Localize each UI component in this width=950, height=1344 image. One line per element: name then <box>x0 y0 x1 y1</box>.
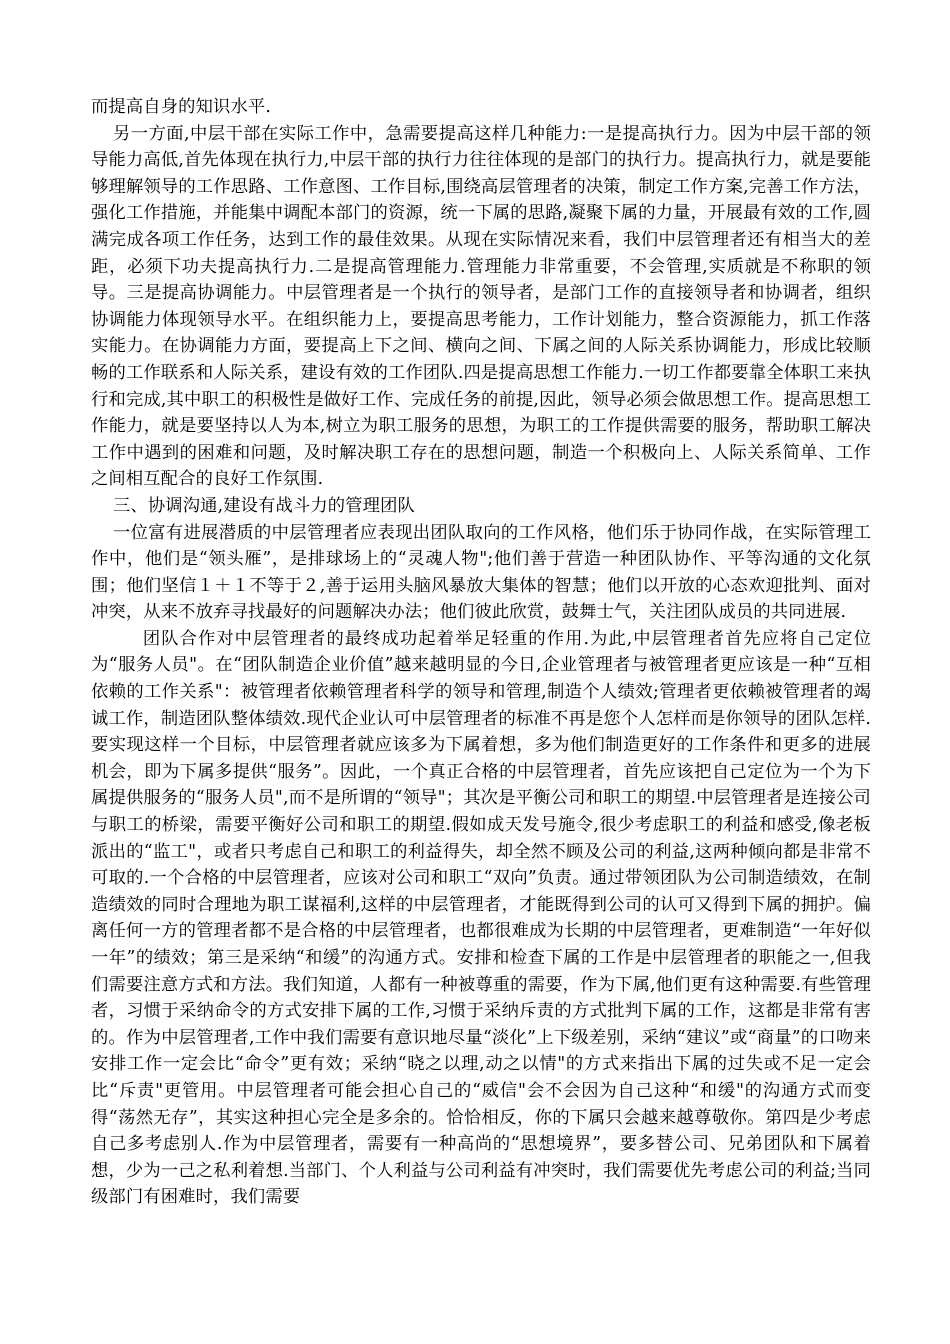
document-page <box>91 94 871 1211</box>
paragraph-capabilities: 另一方面,中层干部在实际工作中，急需要提高这样几种能力:一是提高执行力。因为中层干部的领导能力高低,首先体现在执行力,中层干部的执行力往往体现的是部门的执行力。提高执行力，就是要能够理解领导的工作思路、工作意图、工作目标,围绕高层管理者的决策，制定工作方案,完善工作方法，强化工作措施，并能集中调配本部门的资源，统一下属的思路,凝聚下属的力量，开展最有效的工作,圆满完成各项工作任务，达到工作的最佳效果。从现在实际情况来看，我们中层管理者还有相当大的差距，必须下功夫提高执行力.二是提高管理能力.管理能力非常重要，不会管理,实质就是不称职的领导。三是提高协调能力。中层管理者是一个执行的领导者，是部门工作的直接领导者和协调者，组织协调能力体现领导水平。在组织能力上，要提高思考能力，工作计划能力，整合资源能力，抓工作落实能力。在协调能力方面，要提高上下之间、横向之间、下属之间的人际关系协调能力，形成比较顺畅的工作联系和人际关系，建设有效的工作团队.四是提高思想工作能力.一切工作都要靠全体职工来执行和完成,其中职工的积极性是做好工作、完成任务的前提,因此，领导必须会做思想工作。提高思想工作能力，就是要坚持以人为本,树立为职工服务的思想，为职工的工作提供需要的服务，帮助职工解决工作中遇到的困难和问题，及时解决职工存在的思想问题，制造一个积极向上、人际关系简单、工作之间相互配合的良好工作氛围. <box>91 123 871 490</box>
section-heading: 三、协调沟通,建设有战斗力的管理团队 <box>112 495 415 516</box>
paragraph-team-cooperation: 团队合作对中层管理者的最终成功起着举足轻重的作用.为此,中层管理者首先应将自己定位为“服务人员"。在“团队制造企业价值”越来越明显的今日,企业管理者与被管理者更应该是一种“互相依赖的工作关系"：被管理者依赖管理者科学的领导和管理,制造个人绩效;管理者更依赖被管理者的竭诚工作，制造团队整体绩效.现代企业认可中层管理者的标准不再是您个人怎样而是你领导的团队怎样.要实现这样一个目标，中层管理者就应该多为下属着想，多为他们制造更好的工作条件和更多的进展机会，即为下属多提供“服务”。因此，一个真正合格的中层管理者，首先应该把自己定位为一个为下属提供服务的“服务人员",而不是所谓的“领导"；其次是平衡公司和职工的期望.中层管理者是连接公司与职工的桥梁，需要平衡好公司和职工的期望.假如成天发号施令,很少考虑职工的利益和感受,像老板派出的“监工"，或者只考虑自己和职工的利益得失，却全然不顾及公司的利益,这两种倾向都是非常不可取的.一个合格的中层管理者，应该对公司和职工“双向”负责。通过带领团队为公司制造绩效，在制造绩效的同时合理地为职工谋福利,这样的中层管理者，才能既得到公司的认可又得到下属的拥护。偏离任何一方的管理者都不是合格的中层管理者，也都很难成为长期的中层管理者，更难制造“一年好似一年”的绩效；第三是采纳“和缓”的沟通方式。安排和检查下属的工作是中层管理者的职能之一,但我们需要注意方式和方法。我们知道，人都有一种被尊重的需要，作为下属,他们更有这种需要.有些管理者，习惯于采纳命令的方式安排下属的工作,习惯于采纳斥责的方式批判下属的工作，这都是非常有害的。作为中层管理者,工作中我们需要有意识地尽量“淡化”上下级差别，采纳“建议”或“商量”的口吻来安排工作一定会比“命令”更有效；采纳“晓之以理,动之以情"的方式来指出下属的过失或不足一定会比“斥责"更管用。中层管理者可能会担心自己的“威信"会不会因为自己这种“和缓"的沟通方式而变得“荡然无存”，其实这种担心完全是多余的。恰恰相反，你的下属只会越来越尊敬你。第四是少考虑自己多考虑别人.作为中层管理者，需要有一种高尚的“思想境界”，要多替公司、兄弟团队和下属着想，少为一己之私利着想.当部门、个人利益与公司利益有冲突时，我们需要优先考虑公司的利益;当同级部门有困难时，我们需要 <box>91 628 871 1208</box>
paragraph-team-style: 一位富有进展潜质的中层管理者应表现出团队取向的工作风格，他们乐于协同作战，在实际管理工作中，他们是“领头雁”，是排球场上的“灵魂人物";他们善于营造一种团队协作、平等沟通的文化氛围；他们坚信１＋１不等于２,善于运用头脑风暴放大集体的智慧；他们以开放的心态欢迎批判、面对冲突，从来不放弃寻找最好的问题解决办法；他们彼此欣赏，鼓舞士气，关注团队成员的共同进展. <box>91 522 871 623</box>
paragraph-continuation: 而提高自身的知识水平. <box>91 97 271 117</box>
